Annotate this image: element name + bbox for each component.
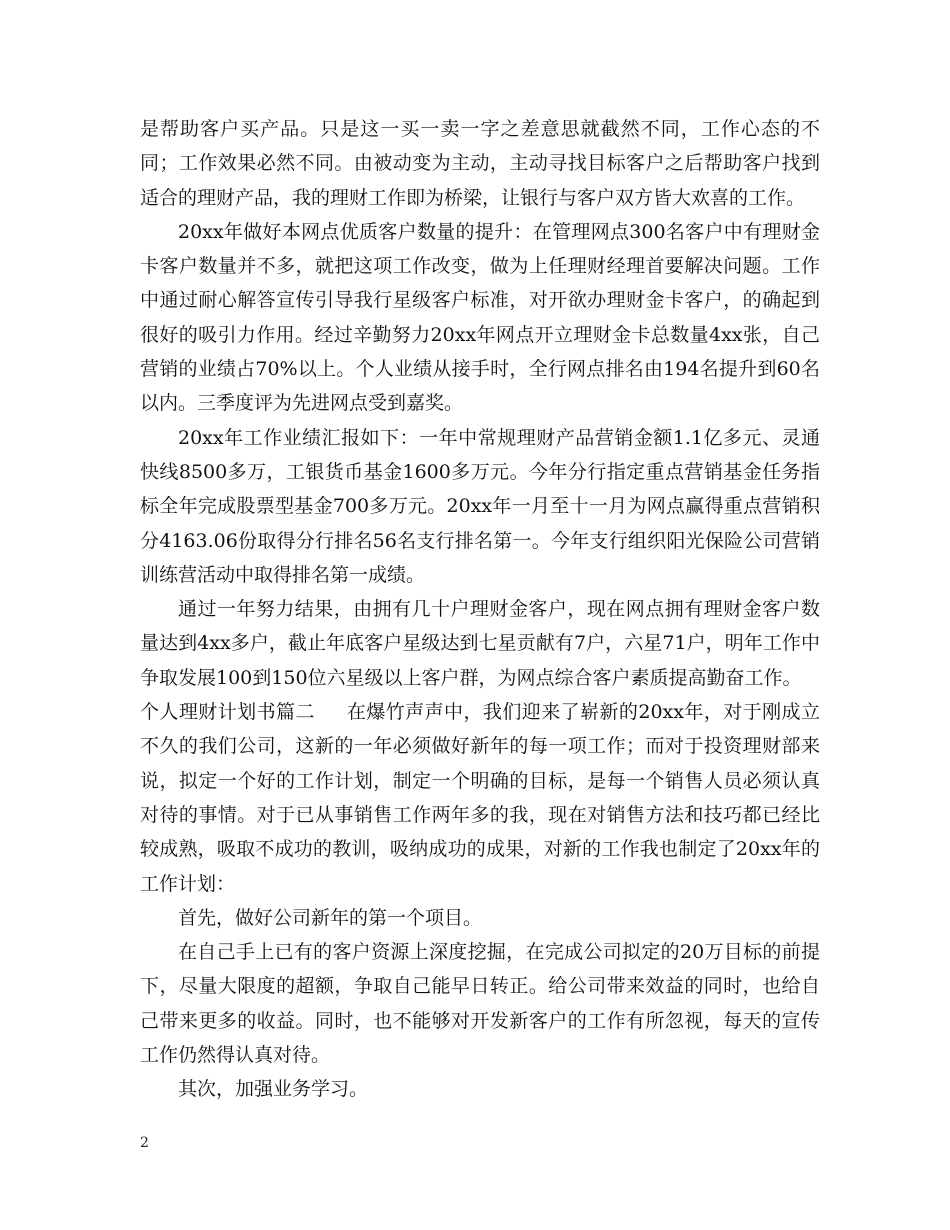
body-text (140, 112, 820, 1107)
paragraph-performance-report: 20xx年工作业绩汇报如下：一年中常规理财产品营销金额1.1亿多元、灵通快线8500多万，工银货币基金1600多万元。今年分行指定重点营销基金任务指标全年完成股票型基金700多万元。20xx年一月至十一月为网点赢得重点营销积分4163.06份取得分行排名56名支行排名第一。今年支行组织阳光保险公司营销训练营活动中取得排名第一成绩。 (140, 426, 820, 586)
paragraph-second-item: 其次，加强业务学习。 (178, 1078, 369, 1101)
paragraph-continuation: 是帮助客户买产品。只是这一买一卖一字之差意思就截然不同，工作心态的不同；工作效果必然不同。由被动变为主动，主动寻找目标客户之后帮助客户找到适合的理财产品，我的理财工作即为桥梁，让银行与客户双方皆大欢喜的工作。 (140, 118, 820, 209)
paragraph-customer-growth: 20xx年做好本网点优质客户数量的提升：在管理网点300名客户中有理财金卡客户数量并不多，就把这项工作改变，做为上任理财经理首要解决问题。工作中通过耐心解答宣传引导我行星级客户标准，对开欲办理财金卡客户，的确起到很好的吸引力作用。经过辛勤努力20xx年网点开立理财金卡总数量4xx张，自己营销的业绩占70%以上。个人业绩从接手时，全行网点排名由194名提升到60名以内。三季度评为先进网点受到嘉奖。 (140, 220, 820, 415)
paragraph-section-two (140, 695, 820, 901)
paragraph-yearly-result: 通过一年努力结果，由拥有几十户理财金客户，现在网点拥有理财金客户数量达到4xx多户，截止年底客户星级达到七星贡献有7户，六星71户，明年工作中争取发展100到150位六星级以上客户群，为网点综合客户素质提高勤奋工作。 (140, 598, 820, 689)
page-number: 2 (140, 1135, 149, 1151)
section-heading: 个人理财计划书篇二 (140, 701, 315, 724)
section-two-intro: 在爆竹声声中，我们迎来了崭新的20xx年，对于刚成立不久的我们公司，这新的一年必须做好新年的每一项工作；而对于投资理财部来说，拟定一个好的工作计划，制定一个明确的目标，是每一个销售人员必须认真对待的事情。对于已从事销售工作两年多的我，现在对销售方法和技巧都已经比较成熟，吸取不成功的教训，吸纳成功的成果，对新的工作我也制定了20xx年的工作计划： (140, 701, 820, 895)
paragraph-client-mining: 在自己手上已有的客户资源上深度挖掘，在完成公司拟定的20万目标的前提下，尽量大限度的超额，争取自己能早日转正。给公司带来效益的同时，也给自己带来更多的收益。同时，也不能够对开发新客户的工作有所忽视，每天的宣传工作仍然得认真对待。 (140, 941, 820, 1067)
paragraph-first-item: 首先，做好公司新年的第一个项目。 (178, 906, 483, 929)
